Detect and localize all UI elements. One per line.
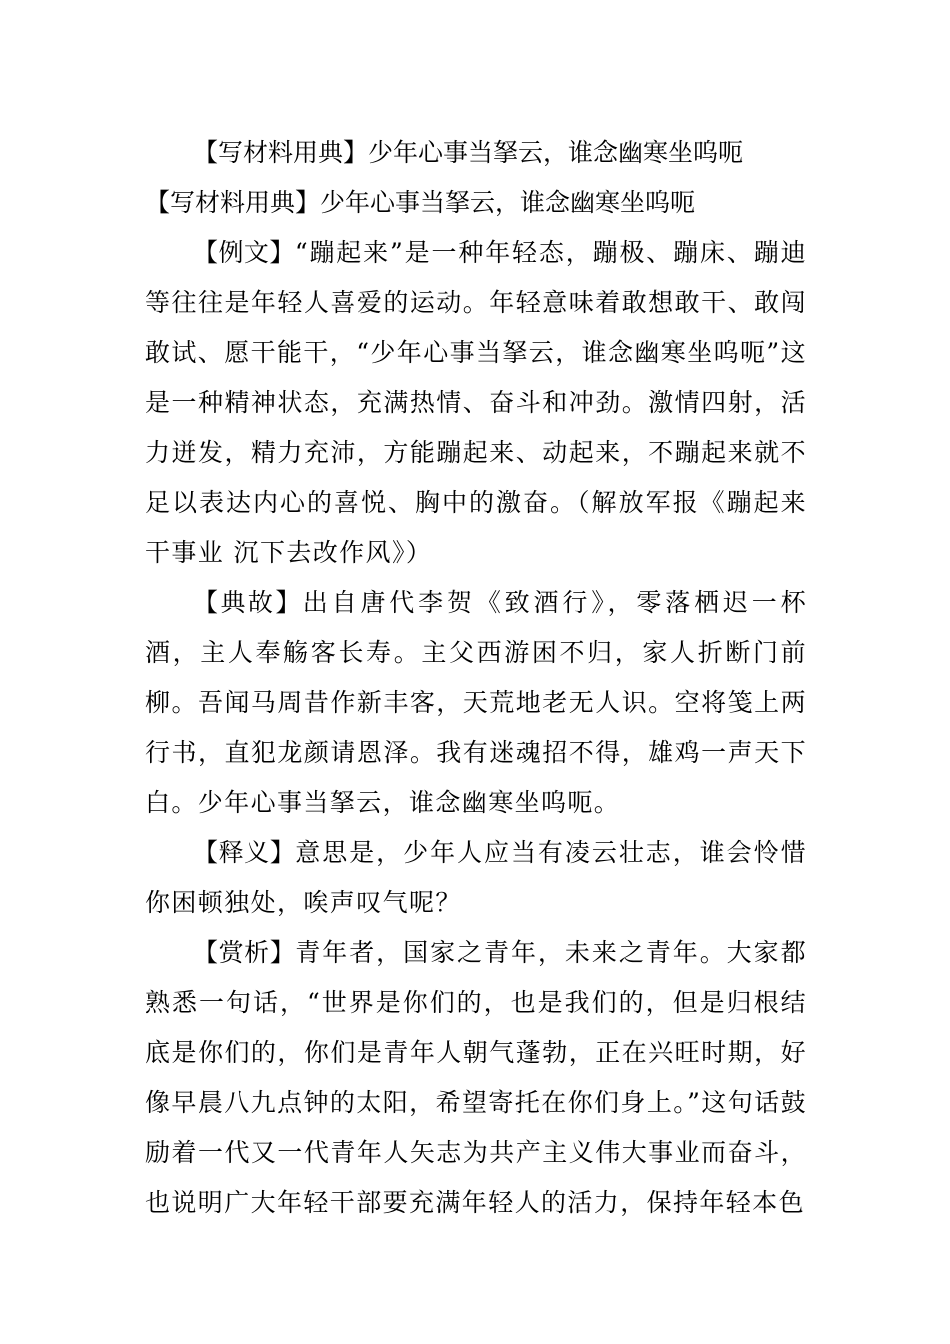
- paragraph-allusion: [145, 578, 807, 828]
- paragraph-text: 青年者，国家之青年，未来之青年。大家都熟悉一句话，“世界是你们的，也是我们的，但是归根结底是你们的，你们是青年人朝气蓬勃，正在兴旺时期，好像早晨八九点钟的太阳，希望寄托在你们身上。”这句话鼓励着一代又一代青年人矢志为共产主义伟大事业而奋斗，也说明广大年轻干部要充满年轻人的活力，保持年轻本色: [145, 938, 807, 1217]
- document-title: 【写材料用典】少年心事当拏云，谁念幽寒坐呜呃: [193, 138, 744, 167]
- paragraph-label: 【例文】: [193, 238, 295, 267]
- document-page: [145, 128, 807, 1228]
- paragraph-label: 【赏析】: [193, 938, 296, 967]
- paragraph-label: 【典故】: [193, 588, 303, 617]
- paragraph-text: “蹦起来”是一种年轻态，蹦极、蹦床、蹦迪等往往是年轻人喜爱的运动。年轻意味着敢想敢干、敢闯敢试、愿干能干，“少年心事当拏云，谁念幽寒坐呜呃”这是一种精神状态，充满热情、奋斗和冲劲。激情四射，活力迸发，精力充沛，方能蹦起来、动起来，不蹦起来就不足以表达内心的喜悦、胸中的激奋。（解放军报《蹦起来干事业 沉下去改作风》）: [145, 238, 807, 567]
- paragraph-text: 意思是，少年人应当有凌云壮志，谁会怜惜你困顿独处，唉声叹气呢？: [145, 838, 807, 917]
- document-subtitle: 【写材料用典】少年心事当拏云，谁念幽寒坐呜呃: [145, 188, 696, 217]
- paragraph-text: 出自唐代李贺《致酒行》，零落栖迟一杯酒，主人奉觞客长寿。主父西游困不归，家人折断门前柳。吾闻马周昔作新丰客，天荒地老无人识。空将笺上两行书，直犯龙颜请恩泽。我有迷魂招不得，雄鸡一声天下白。少年心事当拏云，谁念幽寒坐呜呃。: [145, 588, 807, 817]
- paragraph-appreciation: [145, 928, 807, 1228]
- paragraph-example: [145, 228, 807, 578]
- paragraph-label: 【释义】: [193, 838, 296, 867]
- paragraph-meaning: [145, 828, 807, 928]
